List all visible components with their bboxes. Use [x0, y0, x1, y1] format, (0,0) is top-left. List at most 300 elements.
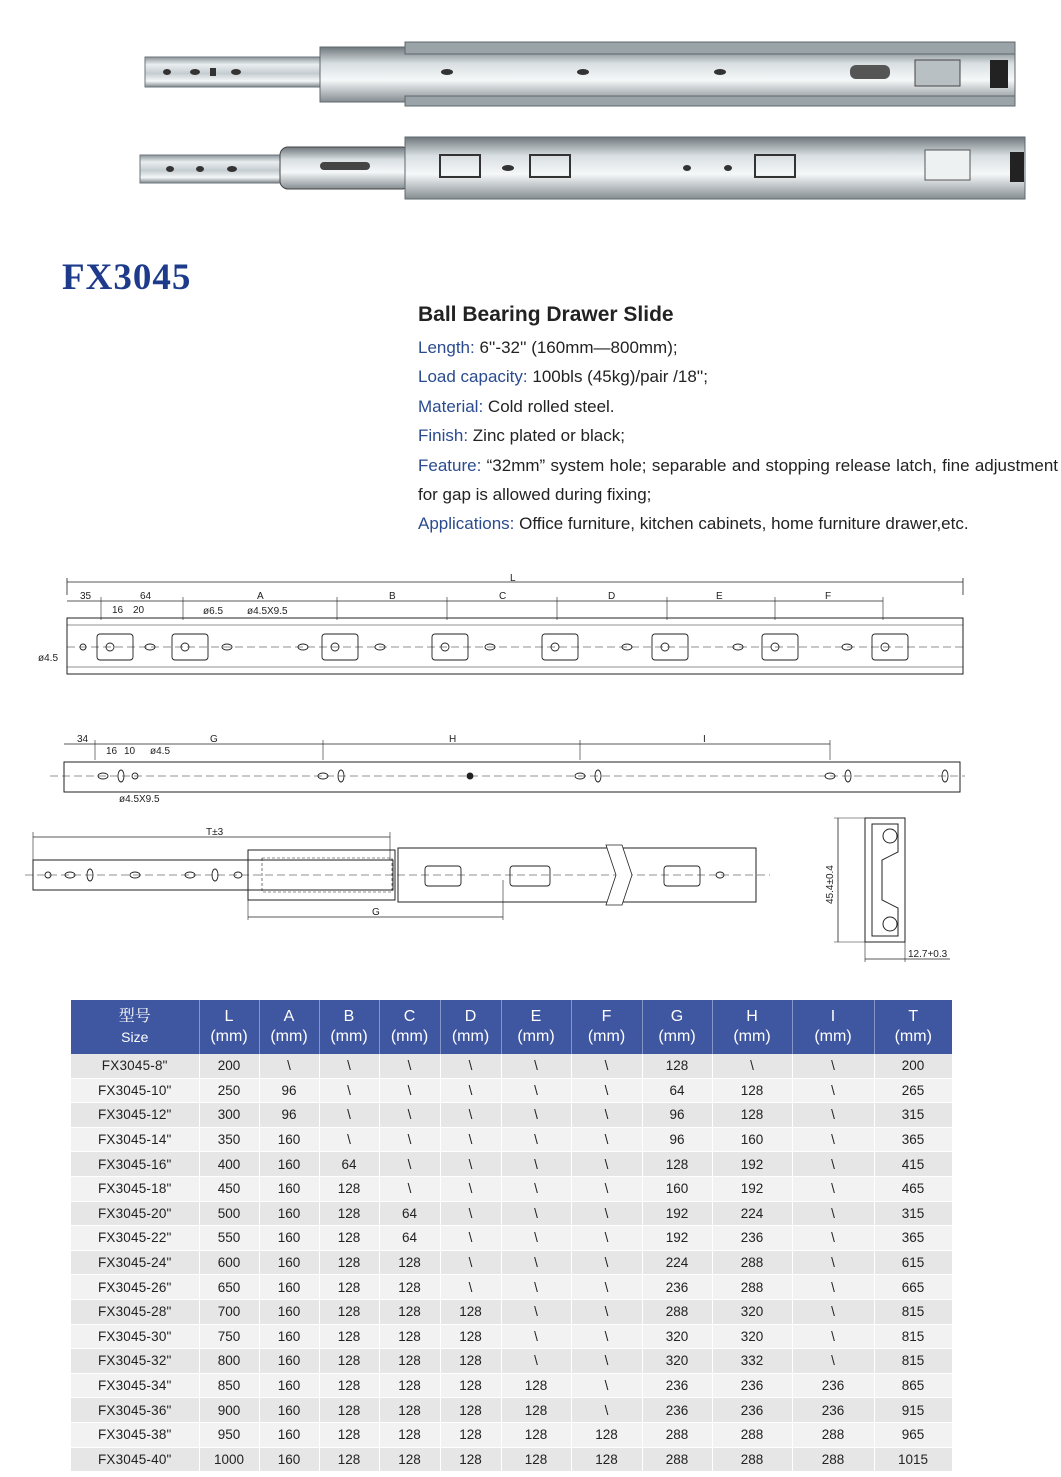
table-cell: 315 [874, 1201, 952, 1226]
table-cell: 192 [642, 1226, 712, 1251]
table-cell: \ [319, 1103, 379, 1128]
table-cell: 160 [642, 1176, 712, 1201]
table-cell: 200 [874, 1054, 952, 1078]
dim-label-D: D [608, 591, 616, 602]
table-cell: \ [571, 1299, 642, 1324]
column-header-a [259, 1000, 319, 1054]
spec-key: Feature: [418, 455, 482, 475]
table-cell: \ [571, 1152, 642, 1177]
table-row [71, 1349, 952, 1374]
column-header-h [712, 1000, 792, 1054]
table-cell: 965 [874, 1422, 952, 1447]
table-cell: 160 [259, 1201, 319, 1226]
table-cell: 1015 [874, 1447, 952, 1472]
table-cell: \ [501, 1226, 571, 1251]
table-cell: \ [440, 1226, 501, 1251]
table-cell: \ [501, 1324, 571, 1349]
spec-value: Office furniture, kitchen cabinets, home furniture drawer,etc. [514, 514, 969, 534]
dim-label-64: 64 [140, 591, 152, 602]
table-cell: 128 [319, 1201, 379, 1226]
table-cell: 288 [712, 1250, 792, 1275]
table-cell: 160 [259, 1422, 319, 1447]
dim-label-width: 12.7+0.3 [908, 949, 948, 960]
table-cell: 465 [874, 1176, 952, 1201]
table-cell: 224 [712, 1201, 792, 1226]
column-header-label: D [464, 1008, 477, 1025]
table-cell: 224 [642, 1250, 712, 1275]
column-header-e [501, 1000, 571, 1054]
dim-label-L: L [510, 573, 516, 584]
table-cell: \ [379, 1176, 440, 1201]
table-cell: 192 [712, 1176, 792, 1201]
table-cell: \ [792, 1078, 874, 1103]
table-cell: 950 [199, 1422, 259, 1447]
table-cell: 350 [199, 1127, 259, 1152]
column-header-unit: (mm) [330, 1028, 368, 1045]
table-cell: \ [792, 1275, 874, 1300]
table-cell-size: FX3045-32" [71, 1349, 199, 1374]
table-cell: 64 [379, 1226, 440, 1251]
dim-label-H: H [449, 734, 457, 745]
dim-label-16: 16 [112, 605, 124, 616]
column-header-unit: (mm) [390, 1028, 429, 1045]
table-header-row [71, 1000, 952, 1054]
table-cell: 160 [259, 1250, 319, 1275]
table-cell: 815 [874, 1299, 952, 1324]
table-cell-size: FX3045-10" [71, 1078, 199, 1103]
table-cell: 160 [259, 1373, 319, 1398]
table-cell: \ [440, 1103, 501, 1128]
table-cell-size: FX3045-16" [71, 1152, 199, 1177]
column-header-size [71, 1000, 199, 1054]
slide-rail-retracted-photo [140, 137, 1025, 199]
spec-block [418, 303, 1058, 539]
table-cell: 128 [379, 1250, 440, 1275]
table-cell-size: FX3045-20" [71, 1201, 199, 1226]
table-cell: 915 [874, 1398, 952, 1423]
column-header-unit: (mm) [270, 1028, 308, 1045]
column-header-label: G [670, 1008, 684, 1025]
dim-label-hole-4.5: ø4.5 [150, 746, 171, 757]
table-cell: 160 [259, 1152, 319, 1177]
table-cell: \ [319, 1054, 379, 1078]
table-cell: 128 [642, 1054, 712, 1078]
table-cell: \ [571, 1373, 642, 1398]
column-header-label: E [530, 1008, 542, 1025]
table-cell: 64 [319, 1152, 379, 1177]
dim-label-35: 35 [80, 591, 92, 602]
spec-key: Applications: [418, 514, 515, 534]
outer-rail-drawing [0, 570, 1061, 690]
table-cell: 865 [874, 1373, 952, 1398]
table-body [71, 1054, 952, 1472]
table-cell: 288 [792, 1422, 874, 1447]
dim-label-T: T±3 [206, 827, 224, 838]
table-cell-size: FX3045-14" [71, 1127, 199, 1152]
table-cell-size: FX3045-24" [71, 1250, 199, 1275]
spec-finish [418, 421, 1058, 450]
table-cell: 128 [571, 1447, 642, 1472]
column-header-g [642, 1000, 712, 1054]
table-cell: \ [440, 1250, 501, 1275]
slide-rail-extended-photo [145, 42, 1015, 106]
table-cell: \ [571, 1349, 642, 1374]
table-cell: 288 [642, 1422, 712, 1447]
table-cell: 400 [199, 1152, 259, 1177]
table-cell: \ [501, 1349, 571, 1374]
dim-label-slot-4.5x9.5: ø4.5X9.5 [247, 606, 288, 617]
table-cell: 128 [440, 1422, 501, 1447]
table-cell: \ [571, 1078, 642, 1103]
column-header-label: 型号 [118, 1008, 151, 1025]
table-cell: 236 [712, 1373, 792, 1398]
table-cell: 96 [259, 1078, 319, 1103]
column-header-unit: Size [121, 1029, 149, 1045]
column-header-f [571, 1000, 642, 1054]
product-photo [0, 0, 1061, 230]
table-cell: 365 [874, 1226, 952, 1251]
table-cell: 815 [874, 1349, 952, 1374]
assembly-drawing [0, 820, 790, 930]
table-cell: 815 [874, 1324, 952, 1349]
table-cell: 128 [319, 1226, 379, 1251]
table-cell-size: FX3045-38" [71, 1422, 199, 1447]
table-cell: \ [501, 1201, 571, 1226]
table-cell: \ [792, 1349, 874, 1374]
table-row [71, 1054, 952, 1078]
column-header-label: T [908, 1008, 919, 1025]
table-row [71, 1078, 952, 1103]
table-cell: 96 [259, 1103, 319, 1128]
table-cell: 236 [642, 1275, 712, 1300]
table-cell-size: FX3045-26" [71, 1275, 199, 1300]
table-cell: \ [571, 1054, 642, 1078]
table-cell: 128 [642, 1152, 712, 1177]
table-row [71, 1176, 952, 1201]
spec-feature [418, 451, 1058, 510]
table-cell: \ [440, 1127, 501, 1152]
table-cell: \ [792, 1103, 874, 1128]
table-cell: 850 [199, 1373, 259, 1398]
table-cell: 128 [319, 1250, 379, 1275]
table-cell: \ [440, 1176, 501, 1201]
table-cell-size: FX3045-40" [71, 1447, 199, 1472]
column-header-unit: (mm) [587, 1028, 626, 1045]
table-cell: \ [501, 1054, 571, 1078]
table-row [71, 1127, 952, 1152]
column-header-unit: (mm) [517, 1028, 555, 1045]
table-cell: 128 [379, 1324, 440, 1349]
table-cell: 236 [642, 1398, 712, 1423]
table-cell: 600 [199, 1250, 259, 1275]
table-cell: \ [571, 1127, 642, 1152]
table-cell: \ [571, 1398, 642, 1423]
table-cell: 300 [199, 1103, 259, 1128]
table-row [71, 1324, 952, 1349]
table-cell: 160 [259, 1349, 319, 1374]
table-cell: 128 [440, 1324, 501, 1349]
table-row [71, 1373, 952, 1398]
table-cell: \ [440, 1152, 501, 1177]
dim-label-20: 20 [133, 605, 145, 616]
column-header-label: L [224, 1008, 234, 1025]
table-cell: 700 [199, 1299, 259, 1324]
table-row [71, 1299, 952, 1324]
dim-label-34: 34 [77, 734, 89, 745]
table-cell: 160 [259, 1275, 319, 1300]
table-row [71, 1250, 952, 1275]
dim-label-G: G [372, 907, 380, 918]
table-cell: \ [501, 1078, 571, 1103]
table-cell: 128 [501, 1398, 571, 1423]
table-cell: 315 [874, 1103, 952, 1128]
table-cell: \ [571, 1275, 642, 1300]
table-cell: \ [501, 1176, 571, 1201]
column-header-unit: (mm) [210, 1028, 248, 1045]
table-cell: \ [792, 1054, 874, 1078]
product-model-title: FX3045 [62, 257, 192, 298]
table-cell: \ [501, 1250, 571, 1275]
table-cell: 415 [874, 1152, 952, 1177]
table-cell: \ [792, 1201, 874, 1226]
column-header-t [874, 1000, 952, 1054]
column-header-l [199, 1000, 259, 1054]
table-cell: 96 [642, 1127, 712, 1152]
table-cell: 320 [642, 1324, 712, 1349]
table-cell: \ [712, 1054, 792, 1078]
dim-label-G: G [210, 734, 218, 745]
spec-key: Material: [418, 396, 484, 416]
table-cell: 128 [379, 1422, 440, 1447]
table-cell: 332 [712, 1349, 792, 1374]
table-cell: 128 [319, 1299, 379, 1324]
table-cell: \ [440, 1078, 501, 1103]
table-cell: 365 [874, 1127, 952, 1152]
table-cell: \ [379, 1078, 440, 1103]
table-cell: \ [440, 1201, 501, 1226]
table-cell: \ [792, 1324, 874, 1349]
dim-label-hole-4.5: ø4.5 [38, 653, 59, 664]
table-cell: 192 [712, 1152, 792, 1177]
table-cell: 288 [792, 1447, 874, 1472]
table-cell: 288 [642, 1447, 712, 1472]
table-cell-size: FX3045-28" [71, 1299, 199, 1324]
column-header-unit: (mm) [451, 1028, 490, 1045]
table-cell-size: FX3045-36" [71, 1398, 199, 1423]
table-cell: 236 [712, 1226, 792, 1251]
table-cell-size: FX3045-22" [71, 1226, 199, 1251]
dim-label-height: 45.4±0.4 [825, 865, 836, 904]
table-cell: 650 [199, 1275, 259, 1300]
table-cell: 236 [642, 1373, 712, 1398]
table-cell: 128 [712, 1078, 792, 1103]
table-cell: \ [571, 1103, 642, 1128]
table-cell: 236 [792, 1398, 874, 1423]
column-header-d [440, 1000, 501, 1054]
table-cell: 128 [379, 1299, 440, 1324]
table-cell: 160 [259, 1398, 319, 1423]
table-cell: 615 [874, 1250, 952, 1275]
table-cell: 450 [199, 1176, 259, 1201]
table-cell: 128 [440, 1447, 501, 1472]
table-cell: 128 [501, 1422, 571, 1447]
table-cell: 320 [712, 1324, 792, 1349]
table-cell: \ [571, 1176, 642, 1201]
table-cell: \ [440, 1054, 501, 1078]
table-cell: \ [440, 1275, 501, 1300]
table-cell: \ [792, 1226, 874, 1251]
table-cell: 192 [642, 1201, 712, 1226]
dim-label-A: A [257, 591, 264, 602]
table-cell: 128 [712, 1103, 792, 1128]
dim-label-10: 10 [124, 746, 136, 757]
spec-applications [418, 509, 1058, 538]
table-cell: 64 [379, 1201, 440, 1226]
table-cell-size: FX3045-12" [71, 1103, 199, 1128]
spec-value: Zinc plated or black; [468, 426, 625, 446]
table-cell: 750 [199, 1324, 259, 1349]
table-row [71, 1201, 952, 1226]
table-cell: \ [259, 1054, 319, 1078]
spec-table [71, 1000, 953, 1472]
column-header-c [379, 1000, 440, 1054]
table-cell: 320 [712, 1299, 792, 1324]
dim-label-slot-4.5x9.5: ø4.5X9.5 [119, 794, 160, 805]
table-cell: 1000 [199, 1447, 259, 1472]
table-cell: 665 [874, 1275, 952, 1300]
table-cell: 128 [319, 1349, 379, 1374]
table-cell: 160 [259, 1176, 319, 1201]
table-cell: 128 [379, 1398, 440, 1423]
table-cell: 800 [199, 1349, 259, 1374]
table-cell: \ [792, 1176, 874, 1201]
spec-value: 100bls (45kg)/pair /18''; [527, 367, 709, 387]
table-cell: 250 [199, 1078, 259, 1103]
column-header-label: I [830, 1008, 836, 1025]
column-header-unit: (mm) [814, 1028, 852, 1045]
table-cell: \ [501, 1103, 571, 1128]
column-header-unit: (mm) [733, 1028, 771, 1045]
table-cell: 128 [501, 1447, 571, 1472]
table-cell: 160 [259, 1127, 319, 1152]
table-cell: 288 [712, 1275, 792, 1300]
table-cell: 128 [379, 1275, 440, 1300]
table-cell-size: FX3045-34" [71, 1373, 199, 1398]
column-header-label: C [403, 1008, 416, 1025]
table-cell: 128 [319, 1275, 379, 1300]
dim-label-16: 16 [106, 746, 118, 757]
spec-length [418, 333, 1058, 362]
table-row [71, 1447, 952, 1472]
spec-value: “32mm” system hole; separable and stopping release latch, fine adjustment for gap is allowed during fixing; [418, 455, 1058, 505]
table-cell: 64 [642, 1078, 712, 1103]
column-header-unit: (mm) [894, 1028, 932, 1045]
table-cell: 288 [712, 1447, 792, 1472]
table-cell: 128 [379, 1349, 440, 1374]
cross-section-drawing [820, 812, 970, 972]
table-cell: 160 [259, 1324, 319, 1349]
table-cell: 265 [874, 1078, 952, 1103]
table-cell: 128 [319, 1324, 379, 1349]
table-cell: \ [792, 1299, 874, 1324]
column-header-unit: (mm) [658, 1028, 696, 1045]
table-cell: 96 [642, 1103, 712, 1128]
spec-value: 6''-32'' (160mm—800mm); [474, 338, 678, 357]
table-row [71, 1398, 952, 1423]
table-cell: \ [379, 1103, 440, 1128]
table-cell: 128 [440, 1398, 501, 1423]
table-row [71, 1103, 952, 1128]
table-cell: 128 [501, 1373, 571, 1398]
table-cell: 236 [792, 1373, 874, 1398]
table-row [71, 1152, 952, 1177]
spec-key: Finish: [418, 426, 469, 446]
table-cell: \ [792, 1250, 874, 1275]
table-cell: 288 [642, 1299, 712, 1324]
table-cell: \ [319, 1078, 379, 1103]
spec-key: Length: [418, 338, 475, 357]
table-cell: 500 [199, 1201, 259, 1226]
table-cell: 128 [319, 1447, 379, 1472]
table-cell-size: FX3045-30" [71, 1324, 199, 1349]
column-header-label: F [601, 1008, 612, 1025]
dim-label-hole-6.5: ø6.5 [203, 606, 224, 617]
table-cell: 128 [319, 1422, 379, 1447]
table-cell: \ [571, 1226, 642, 1251]
table-cell: \ [792, 1127, 874, 1152]
table-cell: 550 [199, 1226, 259, 1251]
table-cell: \ [379, 1152, 440, 1177]
product-name: Ball Bearing Drawer Slide [418, 303, 674, 326]
table-cell: 288 [712, 1422, 792, 1447]
dim-label-E: E [716, 591, 723, 602]
table-cell: \ [501, 1275, 571, 1300]
table-cell: 128 [379, 1447, 440, 1472]
table-cell: 128 [440, 1349, 501, 1374]
column-header-label: A [283, 1008, 295, 1025]
table-cell: 128 [379, 1373, 440, 1398]
spec-load-capacity [418, 362, 1058, 391]
inner-rail-drawing [0, 730, 1061, 810]
table-cell: \ [571, 1201, 642, 1226]
column-header-label: B [343, 1008, 355, 1025]
table-row [71, 1226, 952, 1251]
table-cell: 128 [440, 1373, 501, 1398]
spec-value: Cold rolled steel. [483, 396, 615, 416]
table-cell: 128 [571, 1422, 642, 1447]
table-cell: \ [319, 1127, 379, 1152]
column-header-i [792, 1000, 874, 1054]
table-cell: 160 [712, 1127, 792, 1152]
table-cell: 900 [199, 1398, 259, 1423]
column-header-label: H [746, 1008, 758, 1025]
table-cell: \ [501, 1299, 571, 1324]
table-cell: \ [379, 1127, 440, 1152]
dim-label-I: I [703, 734, 706, 745]
spec-material [418, 392, 1058, 421]
table-cell: \ [792, 1152, 874, 1177]
table-cell: 128 [319, 1398, 379, 1423]
table-cell: 200 [199, 1054, 259, 1078]
table-cell: 128 [440, 1299, 501, 1324]
table-cell: \ [379, 1054, 440, 1078]
table-cell: \ [571, 1250, 642, 1275]
table-cell: 236 [712, 1398, 792, 1423]
spec-key: Load capacity: [418, 367, 528, 387]
table-row [71, 1275, 952, 1300]
table-cell: \ [501, 1152, 571, 1177]
table-cell-size: FX3045-18" [71, 1176, 199, 1201]
